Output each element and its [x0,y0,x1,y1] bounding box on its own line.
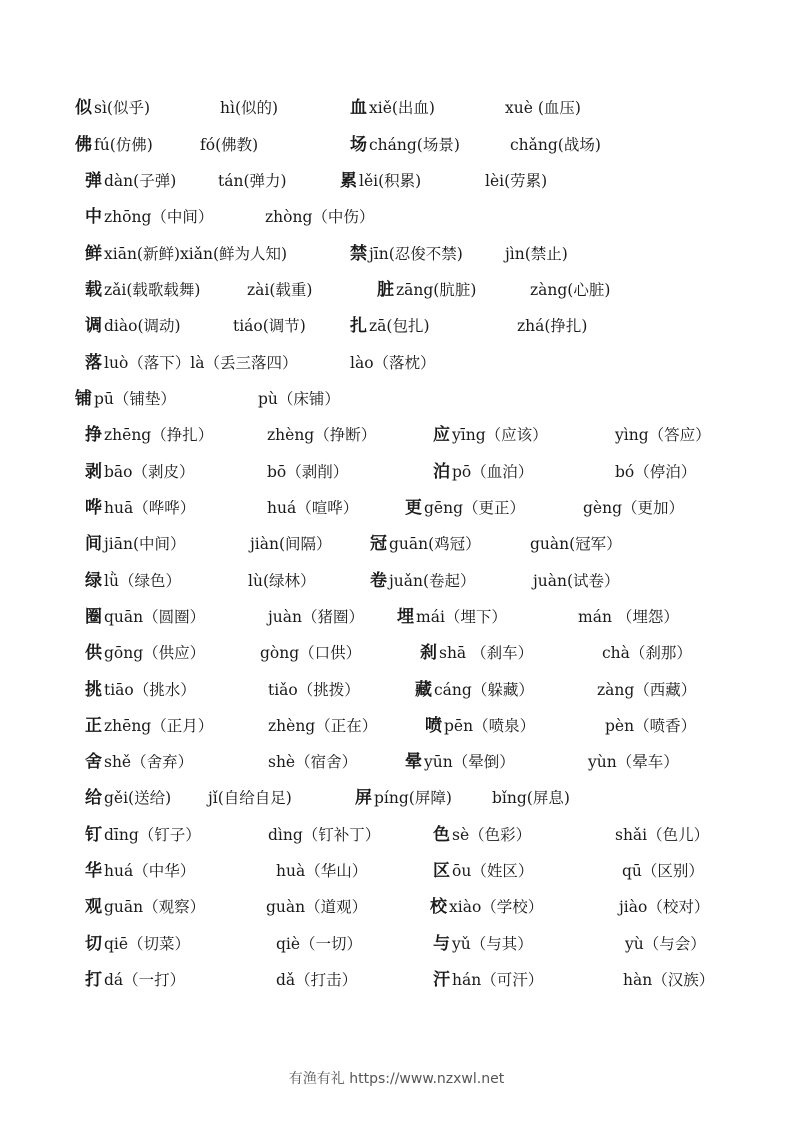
pinyin-example: yūn（晕倒） [424,753,515,771]
reading-entry [533,567,620,595]
character-entry [85,821,201,849]
reading-entry [623,966,714,994]
headword-character: 弹 [85,171,102,191]
reading-entry [505,94,581,122]
pinyin-example: zài(载重) [247,281,313,299]
pinyin-example: jìn(禁止) [505,245,568,263]
headword-character: 场 [350,135,367,155]
reading-entry [605,712,696,740]
reading-entry [233,312,306,340]
headword-character: 给 [85,788,102,808]
headword-character: 刹 [420,643,437,663]
pinyin-example: quān（圆圈） [104,608,206,626]
pinyin-example: juàn(试卷） [533,572,620,590]
character-entry [85,930,190,958]
reading-entry [492,784,570,812]
character-entry [85,567,181,595]
pinyin-example: sè（色彩） [452,826,532,844]
headword-character: 藏 [415,680,432,700]
pinyin-example: lěi(积累) [359,172,422,190]
character-entry [85,421,213,449]
pinyin-example: bō（剥削） [267,463,349,481]
character-entry [85,276,200,304]
headword-character: 切 [85,934,102,954]
headword-character: 禁 [350,244,367,264]
pinyin-example: gōng（供应） [104,644,206,662]
pinyin-example: zhèng（挣断） [267,426,377,444]
pinyin-example: yǔ（与其） [452,935,533,953]
headword-character: 扎 [350,316,367,336]
character-entry [75,131,153,159]
reading-entry [530,530,622,558]
character-entry [433,930,533,958]
reading-entry [276,930,362,958]
headword-character: 屏 [355,788,372,808]
pinyin-example: juǎn(卷起） [389,572,476,590]
pinyin-example: bāo（剥皮） [104,463,195,481]
pinyin-example: guān（观察） [104,898,206,916]
reading-entry [248,567,316,595]
pinyin-example: gěi(送给) [104,789,172,807]
pinyin-example: sì(似乎) [94,99,151,117]
character-entry [420,639,533,667]
pinyin-example: huā（哗哗） [104,499,196,517]
pinyin-example: yìng（答应） [615,426,711,444]
character-entry [350,94,435,122]
pinyin-example: hì(似的) [220,99,279,117]
character-entry [85,458,195,486]
character-entry [433,821,531,849]
headword-character: 华 [85,861,102,881]
character-entry [355,784,452,812]
pinyin-example: zhá(挣扎) [517,317,588,335]
character-entry [85,240,287,268]
headword-character: 鲜 [85,244,102,264]
pinyin-example: tiāo（挑水） [104,681,196,699]
character-entry [397,603,507,631]
character-entry [85,676,196,704]
reading-entry [597,676,696,704]
pinyin-example: dīng（钉子） [104,826,201,844]
reading-entry [268,603,364,631]
headword-character: 铺 [75,389,92,409]
headword-character: 喷 [425,716,442,736]
pinyin-example: cáng（躲藏） [434,681,534,699]
headword-character: 哗 [85,498,102,518]
character-entry [405,748,515,776]
reading-entry [258,385,340,413]
headword-character: 落 [85,353,102,373]
character-entry [340,167,421,195]
reading-entry [260,639,361,667]
pinyin-example: xiān(新鲜)xiǎn(鲜为人知) [104,245,288,263]
pinyin-example: zā(包扎) [369,317,430,335]
character-entry [425,712,535,740]
pinyin-example: fó(佛教) [200,136,259,154]
pinyin-example: ōu（姓区） [452,862,534,880]
reading-entry [505,240,568,268]
pinyin-example: lào（落枕） [350,354,436,372]
headword-character: 汗 [433,970,450,990]
character-entry [433,458,533,486]
headword-character: 剥 [85,462,102,482]
character-entry [430,893,543,921]
reading-entry [247,276,312,304]
character-entry [350,240,463,268]
headword-character: 圈 [85,607,102,627]
pinyin-example: zāng(肮脏) [396,281,477,299]
pinyin-example: cháng(场景) [369,136,460,154]
character-entry [350,312,430,340]
character-entry [433,857,533,885]
headword-character: 校 [430,897,447,917]
reading-entry [276,966,357,994]
reading-entry [615,821,709,849]
pinyin-example: gòng（口供） [260,644,362,662]
pinyin-example: jiān(中间） [104,535,186,553]
pinyin-example: mái（埋下） [416,608,507,626]
character-entry [350,131,460,159]
character-entry [85,349,297,377]
reading-entry [268,676,360,704]
pinyin-example: dàn(子弹) [104,172,177,190]
headword-character: 区 [433,861,450,881]
pinyin-example: zǎi(载歌载舞) [104,281,201,299]
reading-entry [267,421,376,449]
reading-entry [615,458,696,486]
character-entry [85,893,205,921]
headword-character: 挣 [85,425,102,445]
pinyin-example: dìng（钉补丁） [268,826,381,844]
headword-character: 应 [433,425,450,445]
character-entry [85,494,195,522]
headword-character: 与 [433,934,450,954]
pinyin-example: juàn（猪圈） [268,608,365,626]
headword-character: 泊 [433,462,450,482]
character-entry [75,94,150,122]
reading-entry [265,203,374,231]
headword-character: 更 [405,498,422,518]
headword-character: 冠 [370,534,387,554]
pinyin-example: guàn（道观） [266,898,368,916]
reading-entry [510,131,601,159]
pinyin-example: mán （埋怨） [578,608,679,626]
pinyin-example: yùn（晕车） [588,753,679,771]
pinyin-example: zhōng（中间） [104,208,214,226]
pinyin-example: qiē（切菜） [104,935,191,953]
headword-character: 间 [85,534,102,554]
reading-entry [208,784,292,812]
reading-entry [602,639,692,667]
pinyin-example: pū（铺垫） [94,390,176,408]
character-entry [433,421,548,449]
headword-character: 供 [85,643,102,663]
headword-character: 血 [350,98,367,118]
character-entry [85,784,171,812]
pinyin-example: huà（华山） [276,862,368,880]
pinyin-example: xiě(出血) [369,99,435,117]
headword-character: 调 [85,316,102,336]
pinyin-example: dǎ（打击） [276,971,358,989]
character-entry [85,167,176,195]
pinyin-example: luò（落下）là（丢三落四） [104,354,298,372]
reading-entry [619,893,709,921]
pinyin-example: guàn(冠军） [530,535,622,553]
headword-character: 佛 [75,135,92,155]
character-entry [433,966,543,994]
reading-entry [625,930,706,958]
pinyin-example: diào(调动) [104,317,181,335]
reading-entry [268,712,377,740]
pinyin-example: pèn（喷香） [605,717,697,735]
headword-character: 埋 [397,607,414,627]
pinyin-example: pù（床铺） [258,390,340,408]
character-entry [85,748,193,776]
reading-entry [268,748,357,776]
character-entry [75,385,176,413]
character-entry [85,712,213,740]
character-entry [85,603,205,631]
pinyin-example: zhòng（中伤） [265,208,375,226]
pinyin-example: gèng（更加） [583,499,685,517]
headword-character: 中 [85,207,102,227]
headword-character: 打 [85,970,102,990]
pinyin-example: huá（喧哗） [267,499,359,517]
pinyin-example: pēn（喷泉） [444,717,536,735]
reading-entry [266,893,367,921]
pinyin-example: lèi(劳累) [485,172,548,190]
pinyin-example: jiào（校对） [619,898,710,916]
character-entry [85,203,213,231]
pinyin-example: lù(绿林） [248,572,316,590]
headword-character: 载 [85,280,102,300]
character-entry [85,312,181,340]
reading-entry [583,494,684,522]
pinyin-example: zàng（西藏） [597,681,697,699]
pinyin-example: qū（区别） [622,862,704,880]
pinyin-example: xiào（学校） [449,898,544,916]
pinyin-example: jiàn(间隔） [250,535,332,553]
pinyin-example: huá（中华） [104,862,196,880]
reading-entry [622,857,704,885]
reading-entry [250,530,332,558]
pinyin-example: zhēng（正月） [104,717,214,735]
pinyin-example: zhèng（正在） [268,717,378,735]
reading-entry [276,857,367,885]
pinyin-example: zàng(心脏) [530,281,611,299]
character-entry [85,966,185,994]
pinyin-example: dá（一打） [104,971,186,989]
reading-entry [220,94,278,122]
reading-entry [517,312,587,340]
pinyin-example: gēng（更正） [424,499,526,517]
headword-character: 卷 [370,571,387,591]
footer-watermark: 有渔有礼 https://www.nzxwl.net [288,1071,505,1087]
character-entry [85,639,205,667]
reading-entry [530,276,610,304]
headword-character: 累 [340,171,357,191]
pinyin-example: shā （刹车） [439,644,534,662]
pinyin-example: hàn（汉族） [623,971,715,989]
pinyin-example: tiáo(调节) [233,317,306,335]
reading-entry [588,748,679,776]
reading-entry [485,167,547,195]
pinyin-example: guān(鸡冠） [389,535,481,553]
pinyin-example: píng(屏障) [374,789,452,807]
reading-entry [218,167,287,195]
reading-entry [578,603,679,631]
character-entry [370,567,476,595]
pinyin-example: bó（停泊） [615,463,697,481]
pinyin-example: yù（与会） [625,935,706,953]
reading-entry [350,349,436,377]
pinyin-example: pō（血泊） [452,463,534,481]
headword-character: 钉 [85,825,102,845]
pinyin-example: fú(仿佛) [94,136,153,154]
pinyin-example: tiǎo（挑拨） [268,681,360,699]
reading-entry [615,421,711,449]
reading-entry [267,494,358,522]
headword-character: 正 [85,716,102,736]
headword-character: 晕 [405,752,422,772]
headword-character: 绿 [85,571,102,591]
reading-entry [200,131,258,159]
pinyin-example: yīng（应该） [452,426,548,444]
pinyin-example: chǎng(战场) [510,136,601,154]
headword-character: 似 [75,98,92,118]
reading-entry [268,821,380,849]
pinyin-example: chà（刹那） [602,644,692,662]
headword-character: 挑 [85,680,102,700]
headword-character: 舍 [85,752,102,772]
pinyin-example: jǐ(自给自足) [208,789,292,807]
headword-character: 脏 [377,280,394,300]
character-entry [85,530,186,558]
pinyin-example: zhēng（挣扎） [104,426,214,444]
character-entry [415,676,534,704]
pinyin-example: lǜ（绿色） [104,572,181,590]
pinyin-example: jīn(忍俊不禁) [369,245,463,263]
pinyin-example: shě（舍弃） [104,753,194,771]
reading-entry [267,458,348,486]
pinyin-example: shǎi（色儿） [615,826,710,844]
character-entry [405,494,525,522]
pinyin-example: hán（可汗） [452,971,544,989]
pinyin-example: bǐng(屏息) [492,789,570,807]
character-entry [377,276,476,304]
pinyin-example: qiè（一切） [276,935,363,953]
character-entry [85,857,195,885]
headword-character: 观 [85,897,102,917]
headword-character: 色 [433,825,450,845]
pinyin-example: shè（宿舍） [268,753,358,771]
character-entry [370,530,481,558]
pinyin-example: xuè (血压) [505,99,581,117]
pinyin-example: tán(弹力) [218,172,287,190]
